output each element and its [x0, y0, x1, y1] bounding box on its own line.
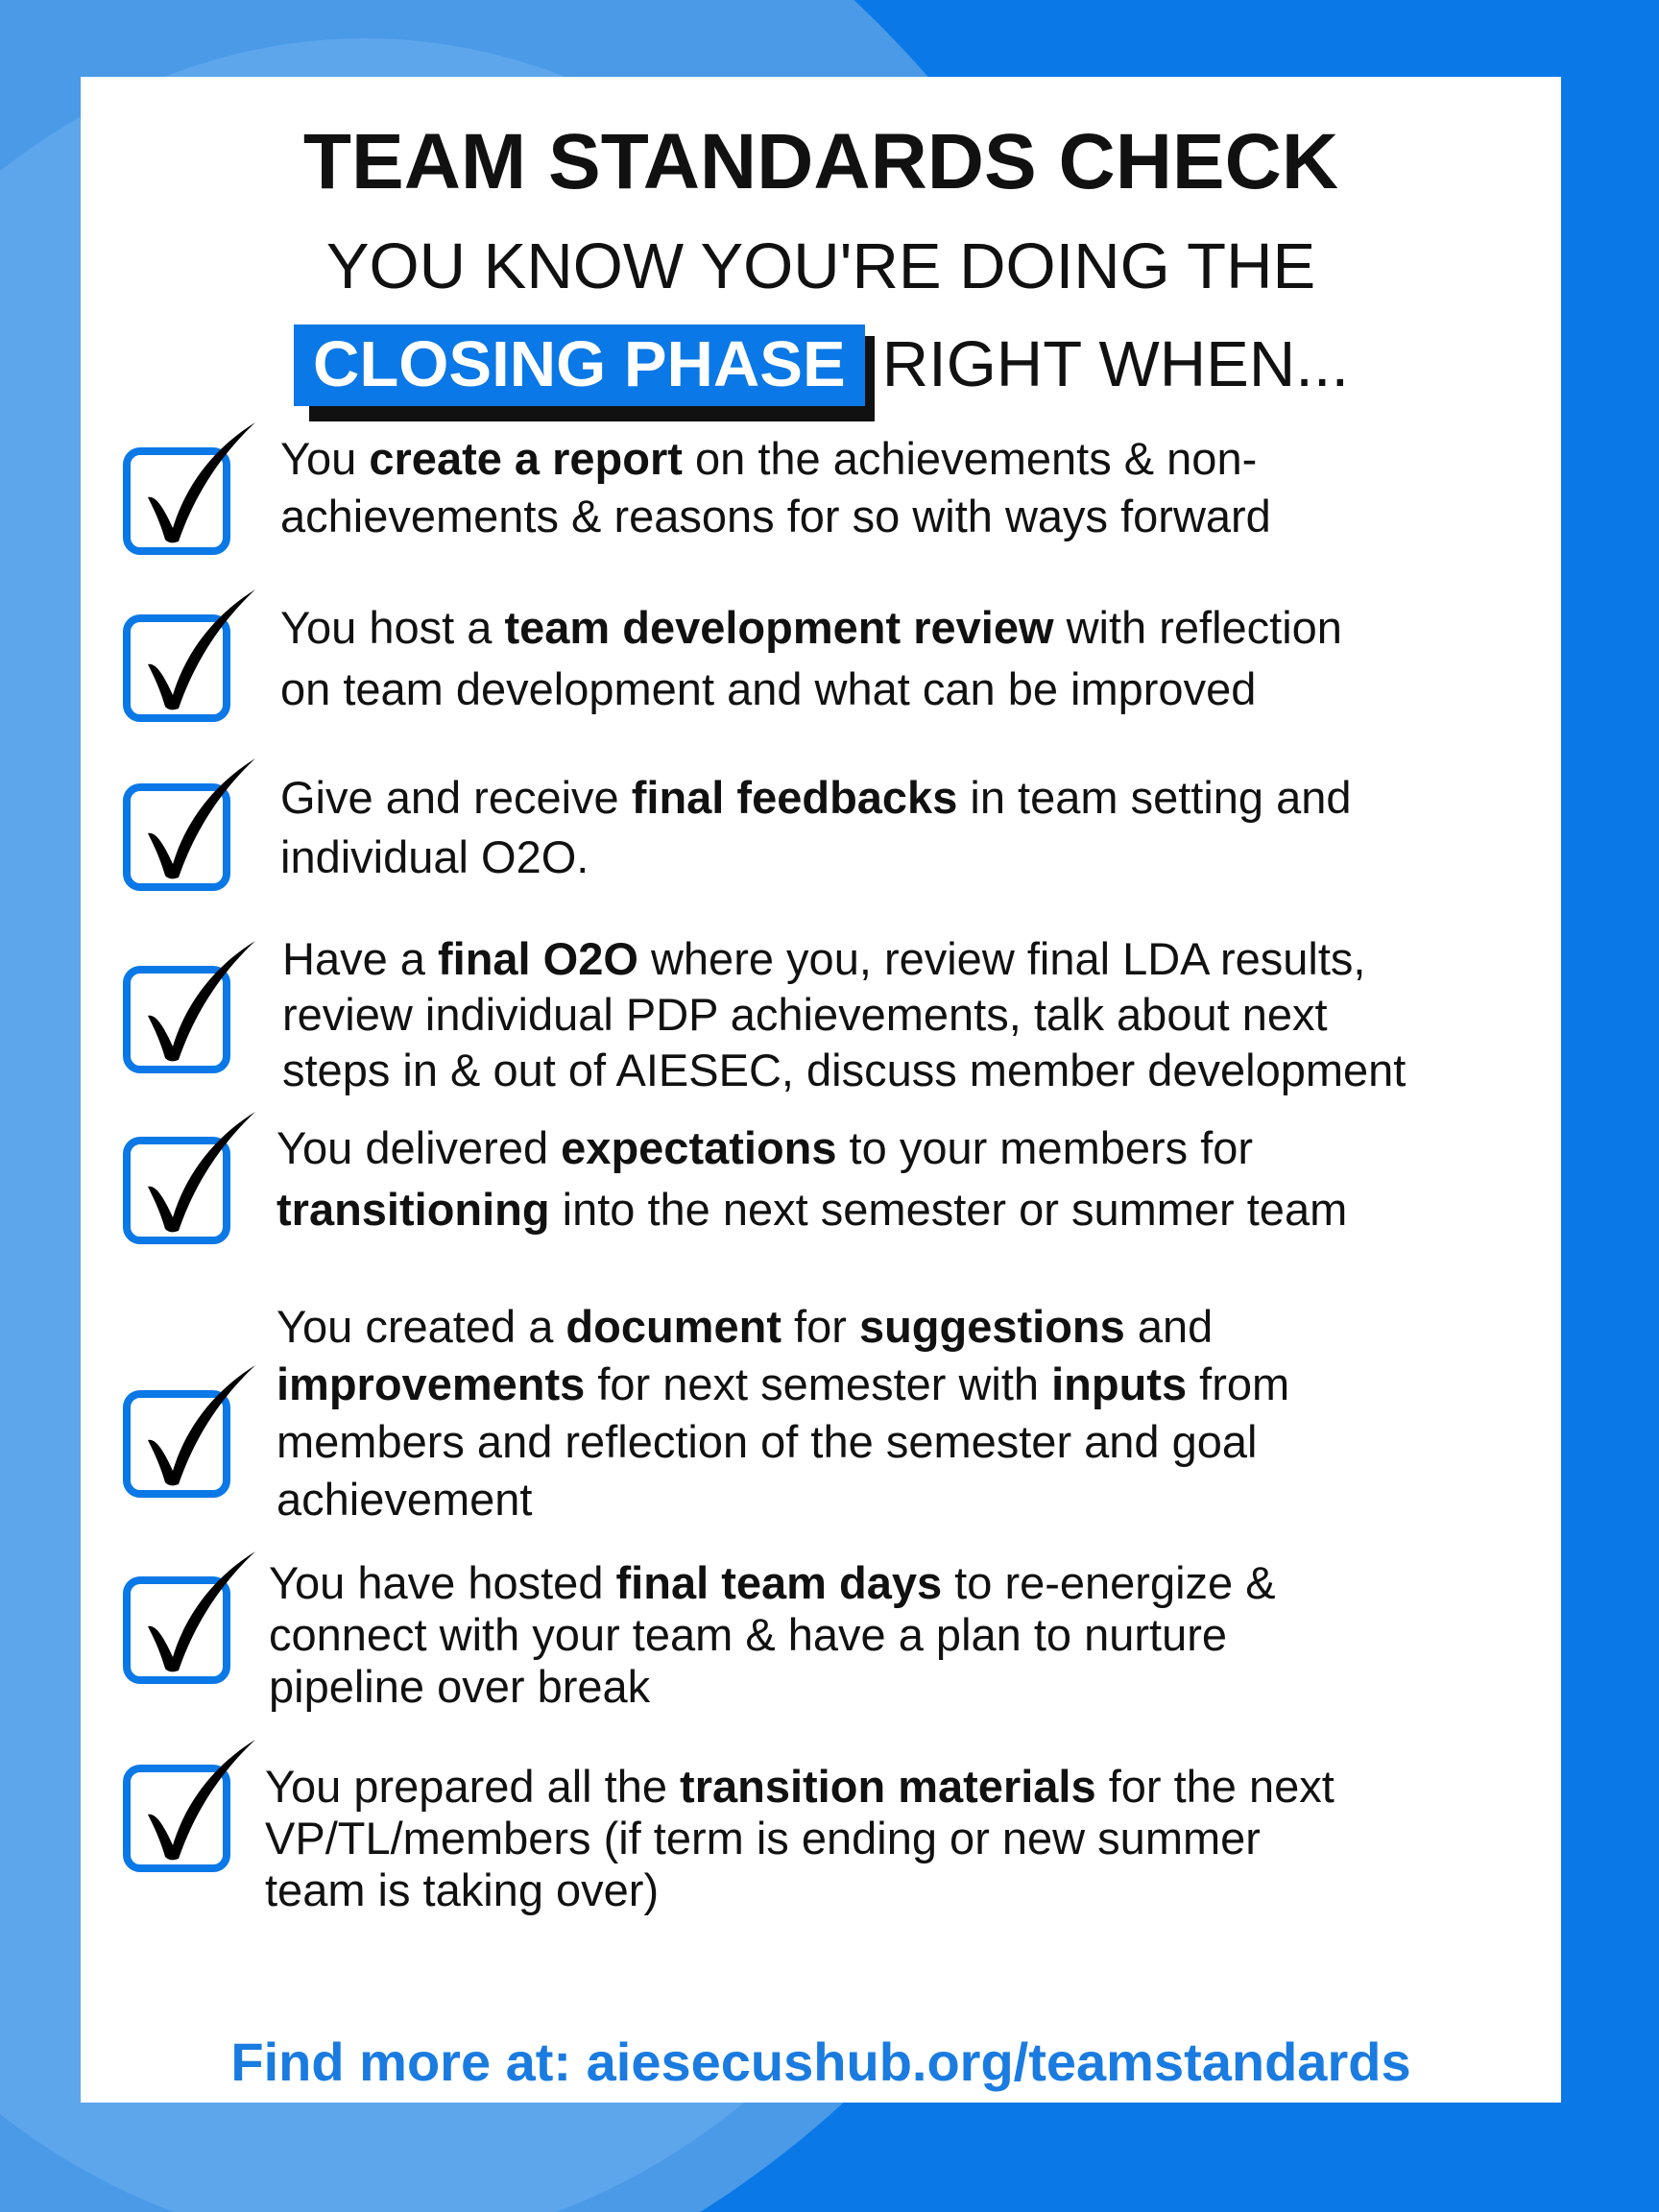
body-text: team is taking over)	[265, 1864, 660, 1915]
checkbox-checked-icon	[119, 751, 263, 895]
emphasis-text: transition materials	[680, 1761, 1096, 1812]
emphasis-text: final O2O	[437, 933, 638, 984]
checklist-item-line	[280, 828, 1352, 887]
body-text: in team setting and	[957, 772, 1352, 823]
body-text: individual O2O.	[280, 831, 589, 882]
checklist-item-text	[280, 430, 1271, 545]
checklist	[81, 77, 1561, 2103]
body-text: You prepared all the	[265, 1761, 681, 1812]
checkbox-checked-icon	[119, 582, 263, 726]
emphasis-text: expectations	[561, 1122, 837, 1173]
body-text: with reflection	[1053, 602, 1342, 653]
body-text: from	[1187, 1358, 1290, 1409]
checklist-item-text	[280, 768, 1352, 887]
body-text: pipeline over break	[269, 1661, 651, 1712]
body-text: You have hosted	[269, 1557, 616, 1608]
checklist-item-line	[276, 1356, 1289, 1413]
checklist-item-line	[280, 659, 1342, 720]
emphasis-text: inputs	[1051, 1358, 1188, 1409]
body-text: for the next	[1095, 1761, 1334, 1812]
body-text: on team development and what can be improved	[280, 663, 1257, 714]
body-text: review individual PDP achievements, talk about next	[282, 989, 1328, 1040]
checkbox-checked-icon	[119, 1358, 263, 1502]
poster-card	[81, 77, 1561, 2103]
body-text: for next semester with	[585, 1358, 1052, 1409]
body-text: achievement	[276, 1474, 533, 1525]
checklist-item-text	[269, 1557, 1276, 1713]
checklist-item-line	[276, 1118, 1347, 1179]
checkbox-checked-icon	[119, 415, 263, 559]
body-text: achievements & reasons for so with ways forward	[280, 491, 1271, 541]
checklist-item-line	[282, 987, 1406, 1043]
body-text: Have a	[282, 933, 438, 984]
emphasis-text: improvements	[276, 1358, 586, 1409]
emphasis-text: final team days	[615, 1557, 943, 1608]
checkbox-checked-icon	[119, 1732, 263, 1876]
checklist-item-line	[269, 1661, 1276, 1713]
body-text: for	[781, 1301, 859, 1352]
body-text: on the achievements & non-	[682, 433, 1258, 484]
emphasis-text: team development review	[504, 602, 1054, 653]
body-text: members and reflection of the semester and goal	[276, 1416, 1258, 1467]
body-text: VP/TL/members (if term is ending or new summer	[265, 1813, 1261, 1863]
emphasis-text: transitioning	[276, 1184, 550, 1235]
subtitle-rest: RIGHT WHEN...	[881, 328, 1350, 400]
body-text: into the next semester or summer team	[549, 1184, 1348, 1235]
footer-link[interactable]: Find more at: aiesecushub.org/teamstandards	[230, 2032, 1411, 2092]
body-text: Give and receive	[280, 772, 632, 823]
checkbox-checked-icon	[119, 933, 263, 1077]
checklist-item-line	[276, 1471, 1289, 1528]
checklist-item-line	[276, 1298, 1289, 1356]
checklist-item-text	[276, 1118, 1347, 1240]
checklist-item-line	[282, 931, 1406, 987]
checklist-item-text	[265, 1761, 1334, 1916]
body-text: to re-energize &	[942, 1557, 1276, 1608]
emphasis-text: document	[565, 1301, 781, 1352]
checklist-item-line	[265, 1813, 1334, 1864]
body-text: steps in & out of AIESEC, discuss member development	[282, 1045, 1407, 1095]
body-text: to your members for	[836, 1122, 1254, 1173]
checklist-item-line	[280, 597, 1342, 659]
subtitle-line-1: YOU KNOW YOU'RE DOING THE	[325, 230, 1316, 302]
checklist-item-line	[269, 1557, 1276, 1609]
checklist-item-line	[276, 1413, 1289, 1471]
checklist-item-line	[282, 1043, 1406, 1098]
body-text: where you, review final LDA results,	[637, 933, 1366, 984]
body-text: and	[1124, 1301, 1214, 1352]
body-text: You created a	[276, 1301, 566, 1352]
checklist-item-line	[280, 430, 1271, 488]
emphasis-text: final feedbacks	[631, 772, 958, 823]
checklist-item-line	[265, 1761, 1334, 1813]
body-text: You	[280, 433, 370, 484]
checklist-item-line	[280, 488, 1271, 545]
checklist-item-text	[282, 931, 1406, 1098]
checklist-item-text	[276, 1298, 1289, 1528]
checkbox-checked-icon	[119, 1104, 263, 1248]
body-text: connect with your team & have a plan to nurture	[269, 1609, 1228, 1660]
body-text: You host a	[280, 602, 505, 653]
body-text: You delivered	[276, 1122, 562, 1173]
checklist-item-line	[276, 1179, 1347, 1240]
emphasis-text: suggestions	[858, 1301, 1125, 1352]
checkbox-checked-icon	[119, 1544, 263, 1688]
checklist-item-text	[280, 597, 1342, 720]
page-title: TEAM STANDARDS CHECK	[302, 118, 1339, 205]
checklist-item-line	[265, 1864, 1334, 1916]
checklist-item-line	[269, 1609, 1276, 1661]
checklist-item-line	[280, 768, 1352, 828]
highlight-label: CLOSING PHASE	[294, 325, 865, 406]
emphasis-text: create a report	[369, 433, 683, 484]
